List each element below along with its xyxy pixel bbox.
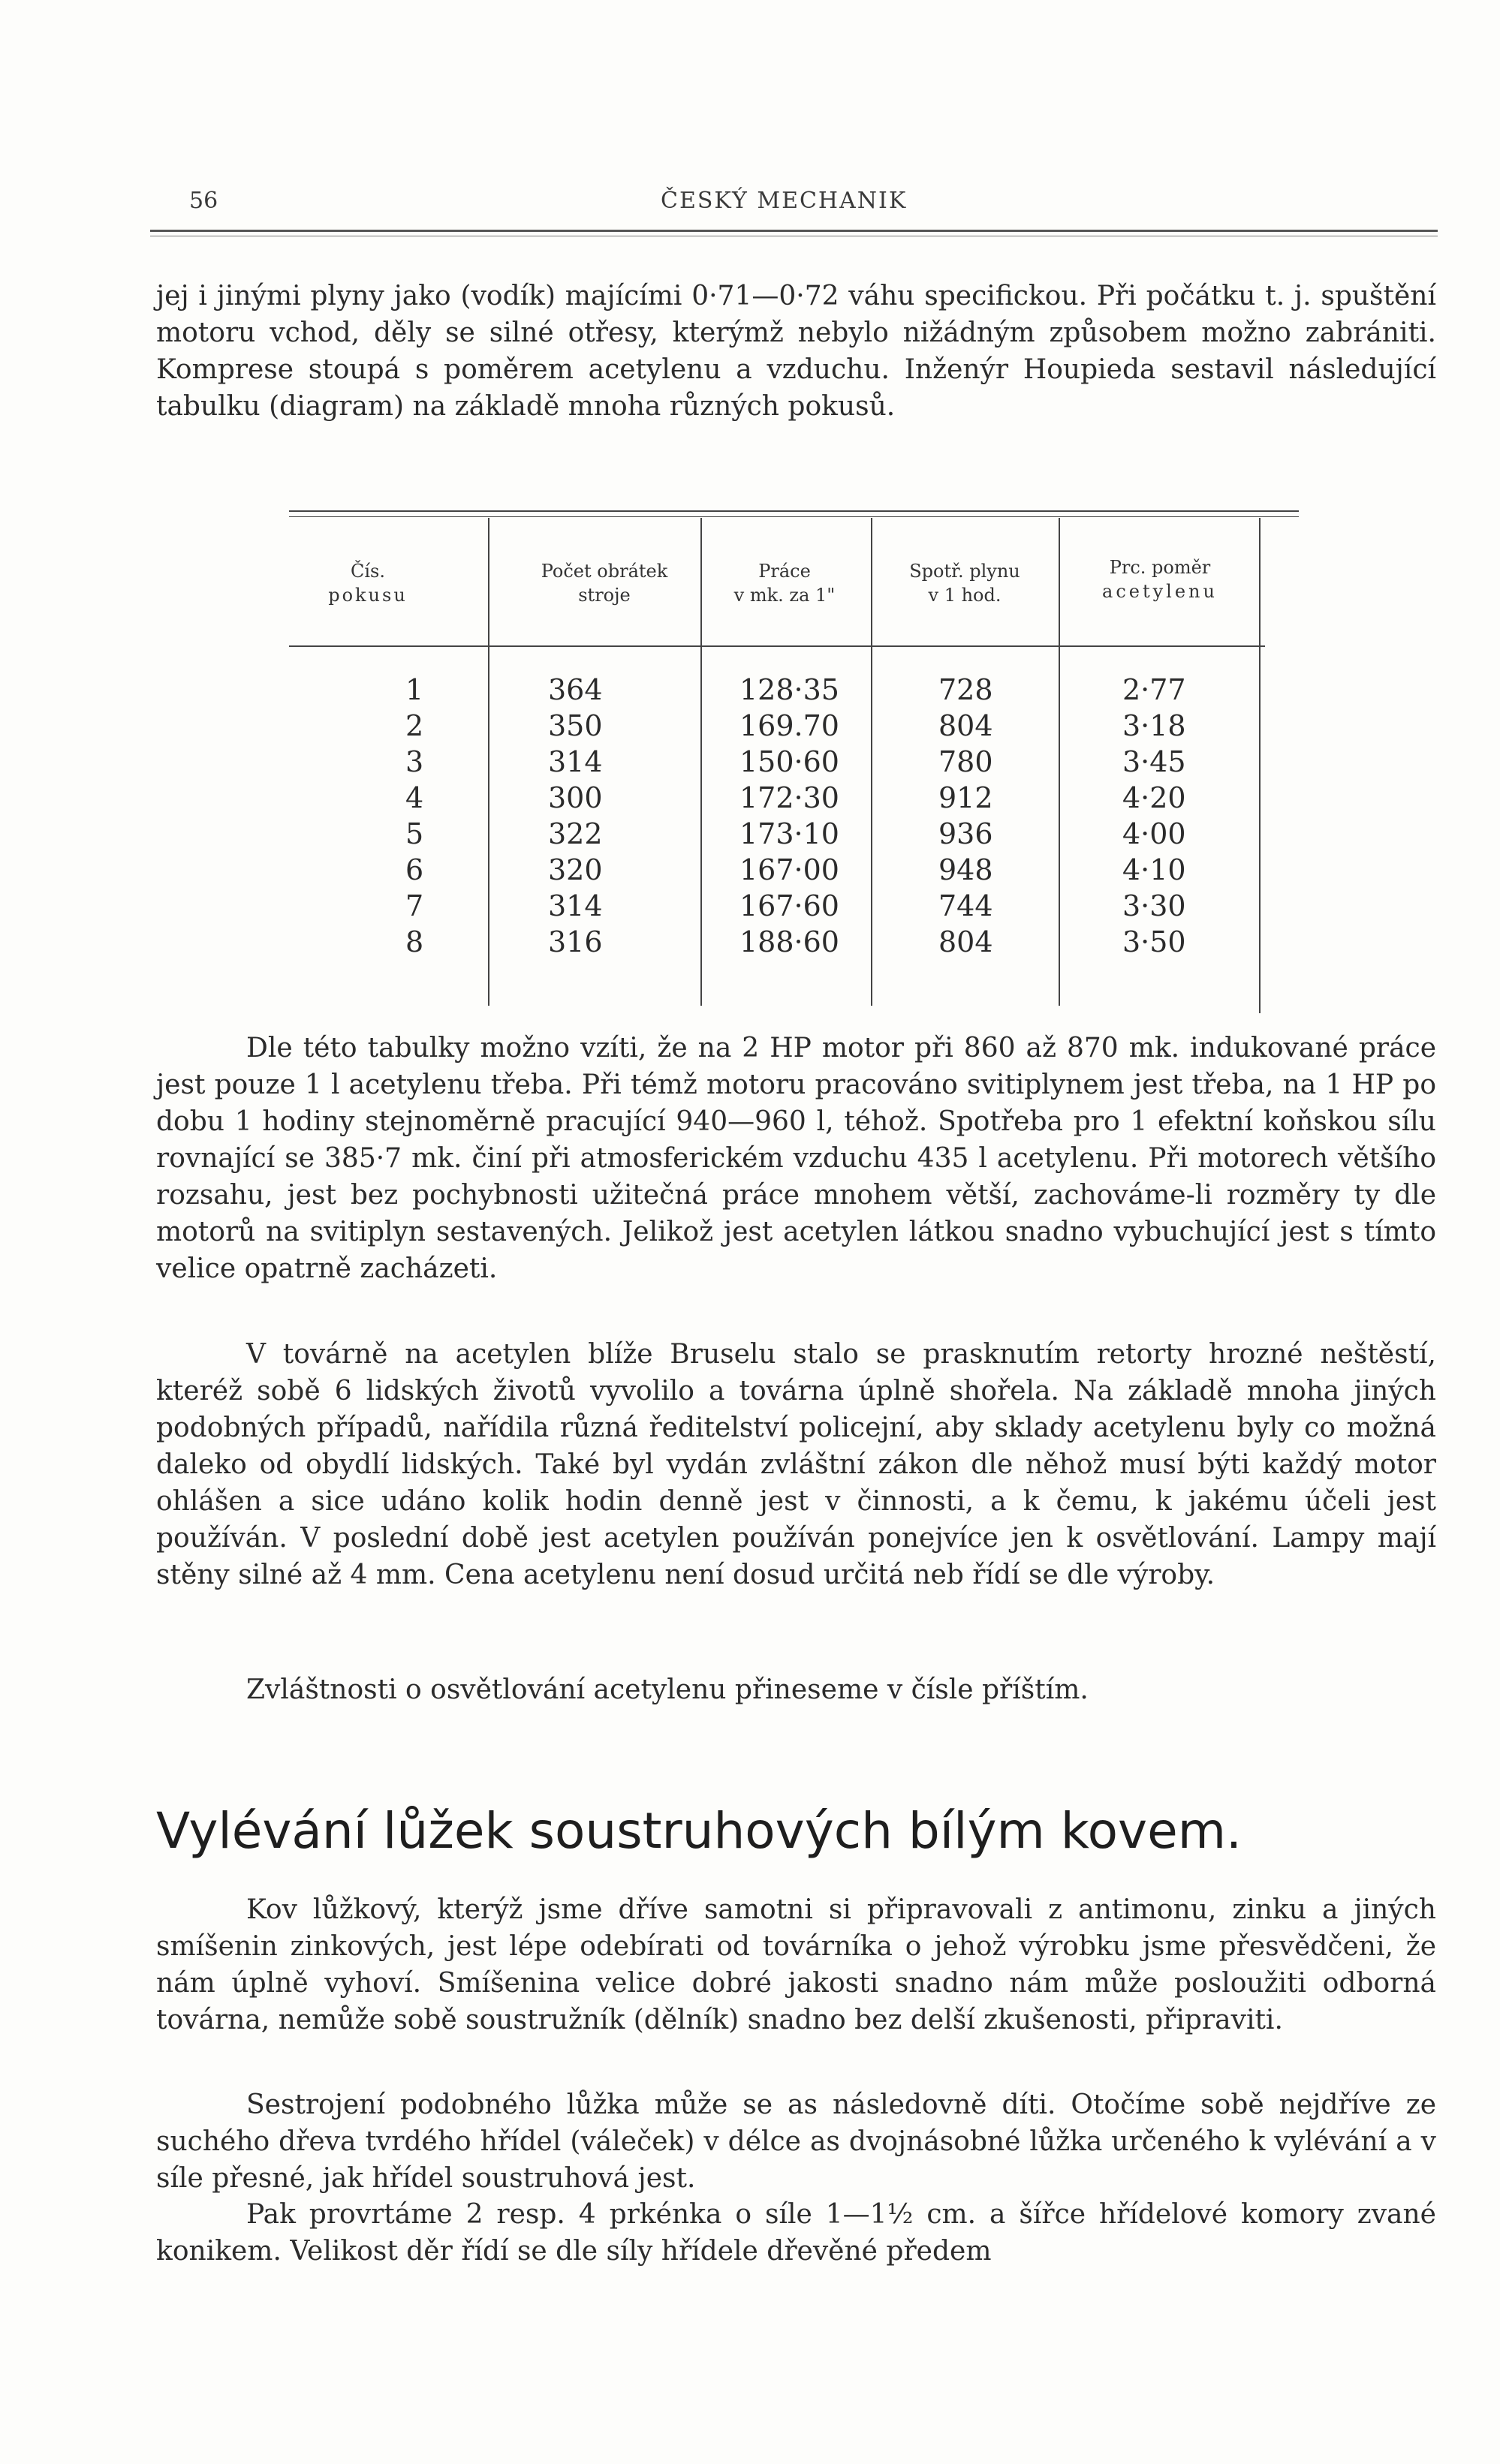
table-cell: 2	[405, 709, 424, 742]
header-line: pokusu	[328, 585, 408, 606]
header-line: Spotř. plynu	[909, 561, 1020, 582]
body-paragraph: Kov lůžkový, kterýž jsme dříve samotni si připravovali z antimonu, zinku a jiných smíšenin zinkových, jest lépe odebírati od továrníka o jehož výrobku jsme přesvědčeni, že nám úplně vyhoví. Smíšenina velice dobré jakosti snadno nám může posloužiti odborná továrna, nemůže sobě soustružník (dělník) snadno bez delší zkušenosti, připraviti.	[156, 1894, 1436, 2035]
table-cell: 300	[548, 781, 603, 814]
header-line: Prc. poměr	[1109, 557, 1211, 578]
header-line: v mk. za 1"	[733, 585, 836, 606]
page-number: 56	[189, 188, 218, 214]
page-header	[180, 188, 1449, 218]
header-rule	[150, 230, 1438, 232]
table-cell: 948	[938, 853, 993, 886]
table-divider	[488, 518, 489, 1006]
table-top-rule-thin	[289, 516, 1299, 517]
table-cell: 3·50	[1122, 925, 1186, 958]
table-cell: 7	[405, 889, 424, 922]
header-line: Práce	[758, 561, 811, 582]
table-cell: 314	[548, 889, 603, 922]
table-cell: 8	[405, 925, 424, 958]
table-cell: 188·60	[739, 925, 839, 958]
table-header-cell	[1062, 555, 1258, 603]
table-divider	[700, 518, 702, 1006]
table-cell: 912	[938, 781, 993, 814]
header-line: acetylenu	[1102, 581, 1218, 602]
table-cell: 3·18	[1122, 709, 1186, 742]
table-header-cell	[878, 559, 1051, 607]
header-line: Počet obrátek	[541, 561, 668, 582]
table-header-cell	[706, 559, 863, 607]
table-cell: 169.70	[739, 709, 839, 742]
table-cell: 1	[405, 673, 424, 706]
table-cell: 4·00	[1122, 817, 1186, 850]
header-line: Čís.	[351, 561, 385, 582]
table-cell: 314	[548, 745, 603, 778]
table-cell: 3·30	[1122, 889, 1186, 922]
table-divider	[1259, 518, 1261, 1013]
table-cell: 167·00	[739, 853, 839, 886]
table-cell: 128·35	[739, 673, 839, 706]
table-cell: 364	[548, 673, 603, 706]
table-cell: 804	[938, 709, 993, 742]
running-title: ČESKÝ MECHANIK	[661, 188, 908, 214]
table-cell: 744	[938, 889, 993, 922]
body-paragraph: V továrně na acetylen blíže Bruselu stalo se prasknutím retorty hrozné neštěstí, kteréž sobě 6 lidských životů vyvolilo a továrna úplně shořela. Na základě mnoha jiných podobných případů, nařídila různá ředitelství policejní, aby sklady acetylenu byly co možná daleko od obydlí lidských. Také byl vydán zvláštní zákon dle něhož musí býti každý motor ohlášen a sice udáno kolik hodin denně jest v činnosti, a k čemu, k jakému účeli jest používán. V poslední době jest acetylen používán ponejvíce jen k osvětlování. Lampy mají stěny silné až 4 mm. Cena acetylenu není dosud určitá neb řídí se dle výroby.	[156, 1339, 1436, 1590]
table-divider	[1059, 518, 1060, 1006]
table-cell: 4	[405, 781, 424, 814]
body-paragraph: Sestrojení podobného lůžka může se as následovně díti. Otočíme sobě nejdříve ze suchého dřeva tvrdého hřídel (váleček) v délce as dvojnásobné lůžka určeného k vylévání a v síle přesné, jak hřídel soustruhová jest.	[156, 2089, 1436, 2194]
table-cell: 6	[405, 853, 424, 886]
table-cell: 3·45	[1122, 745, 1186, 778]
table-cell: 780	[938, 745, 993, 778]
table-cell: 322	[548, 817, 603, 850]
intro-paragraph: jej i jinými plyny jako (vodík) majícími 0·71—0·72 váhu specifickou. Při počátku t. j. spuštění motoru vchod, děly se silné otřesy, kterýmž nebylo nižádným způsobem možno zabrániti. Komprese stoupá s poměrem acetylenu a vzduchu. Inženýr Houpieda sestavil následující tabulku (diagram) na základě mnoha různých pokusů.	[156, 281, 1436, 422]
table-cell: 4·10	[1122, 853, 1186, 886]
body-paragraph: Pak provrtáme 2 resp. 4 prkénka o síle 1—1½ cm. a šířce hřídelové komory zvané konikem. Velikost děr řídí se dle síly hřídele dřevěné předem	[156, 2199, 1436, 2267]
table-cell: 316	[548, 925, 603, 958]
table-cell: 350	[548, 709, 603, 742]
table-cell: 2·77	[1122, 673, 1186, 706]
table-cell: 172·30	[739, 781, 839, 814]
body-paragraph: Dle této tabulky možno vzíti, že na 2 HP motor při 860 až 870 mk. indukované práce jest pouze 1 l acetylenu třeba. Při témž motoru pracováno svitiplynem jest třeba, na 1 HP po dobu 1 hodiny stejnoměrně pracující 940—960 l, téhož. Spotřeba pro 1 efektní koňskou sílu rovnající se 385·7 mk. činí při atmosferickém vzduchu 435 l acetylenu. Při motorech většího rozsahu, jest bez pochybnosti užitečná práce mnohem větší, zachováme-li rozměry ty dle motorů na svitiplyn sestavených. Jelikož jest acetylen látkou snadno vybuchující jest s tímto velice opatrně zacházeti.	[156, 1033, 1436, 1284]
table-cell: 150·60	[739, 745, 839, 778]
table-cell: 4·20	[1122, 781, 1186, 814]
table-header-cell	[312, 559, 424, 607]
table-cell: 3	[405, 745, 424, 778]
table-divider	[871, 518, 872, 1006]
table-cell: 936	[938, 817, 993, 850]
table-header-rule	[289, 645, 1265, 647]
section-title: Vylévání lůžek soustruhových bílým kovem.	[156, 1802, 1242, 1860]
table-cell: 167·60	[739, 889, 839, 922]
header-line: stroje	[578, 585, 631, 606]
table-header-cell	[514, 559, 694, 607]
header-line: v 1 hod.	[928, 585, 1002, 606]
table-cell: 5	[405, 817, 424, 850]
body-paragraph: Zvláštnosti o osvětlování acetylenu přineseme v čísle příštím.	[246, 1674, 1089, 1705]
table-cell: 320	[548, 853, 603, 886]
table-cell: 804	[938, 925, 993, 958]
table-top-rule	[289, 510, 1299, 512]
table-cell: 173·10	[739, 817, 839, 850]
table-cell: 728	[938, 673, 993, 706]
data-table	[289, 510, 1265, 1021]
